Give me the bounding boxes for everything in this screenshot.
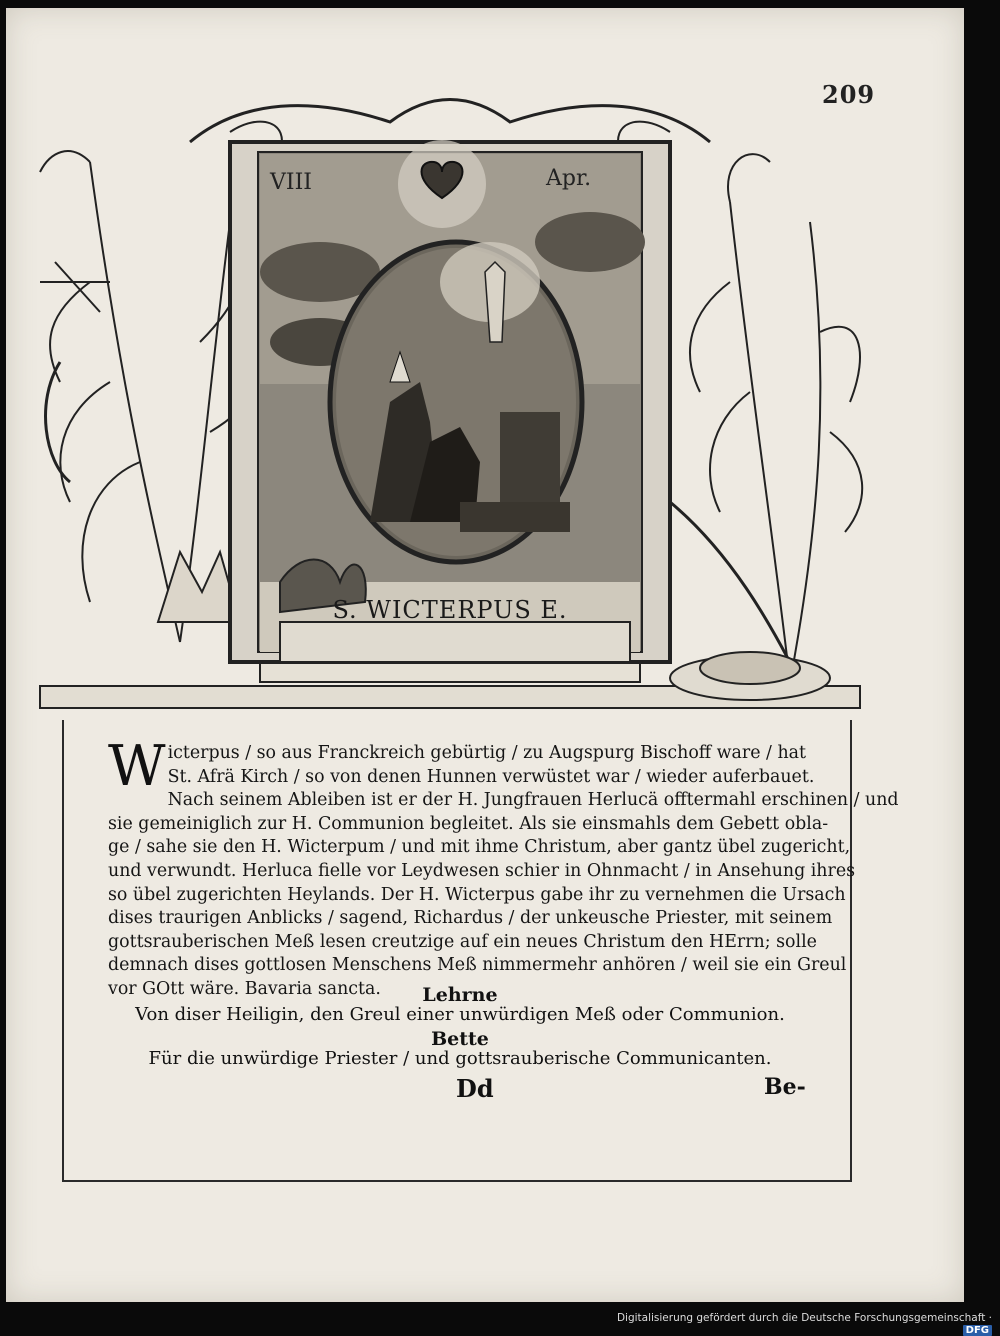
lehrne-heading: Lehrne [422,984,498,1006]
text-line: dises traurigen Anblicks / sagend, Richardus / der unkeusche Priester, mit seinem [108,908,833,929]
page-number: 209 [822,80,876,109]
text-line: gottsrauberischen Meß lesen creutzige auf ein neues Christum den HErrn; solle [108,931,817,952]
legend-text [108,734,899,1002]
top-scroll [190,100,710,143]
digitization-footer [600,1312,992,1336]
saint-name-banner: S. WICTERPUS E. [332,596,568,624]
dfg-logo: DFG [963,1325,992,1336]
engraving-illustration [30,82,870,722]
dropcap-letter: W [108,734,166,799]
date-day: VIII [270,170,312,195]
bette-heading: Bette [431,1028,489,1050]
saint-name-banner-bg [280,622,630,662]
right-foliage [670,154,862,682]
footer-text: Digitalisierung gefördert durch die Deutsche Forschungsgemeinschaft · [616,1312,992,1324]
mitre [158,552,240,622]
text-line: St. Afrä Kirch / so von denen Hunnen verwüstet war / wieder auferbauet. [167,766,815,787]
flaming-heart [398,140,486,228]
bette-text: Für die unwürdige Priester / und gottsrauberische Communicanten. [148,1048,772,1069]
text-line: icterpus / so aus Franckreich gebürtig / zu Augspurg Bischoff ware / hat [167,743,807,763]
text-line: sie gemeiniglich zur H. Communion begleitet. Als sie einsmahls dem Gebett obla- [108,813,829,834]
text-line: und verwundt. Herluca fielle vor Leydwesen schier in Ohnmacht / in Ansehung ihres [108,860,856,881]
date-month: Apr. [546,166,592,191]
text-line: so übel zugerichten Heylands. Der H. Wicterpus gabe ihr zu vernehmen die Ursach [108,884,846,905]
catchword: Be- [764,1074,806,1100]
text-line: ge / sahe sie den H. Wicterpum / und mit ihme Christum, aber gantz übel zugericht, [108,837,851,858]
lehrne-text: Von diser Heiligin, den Greul einer unwürdigen Meß oder Communion. [135,1004,785,1025]
text-line: vor GOtt wäre. Bavaria sancta. [108,978,381,999]
text-line: Nach seinem Ableiben ist er der H. Jungfrauen Herlucä offtermahl erschinen / und [167,790,899,811]
text-line: demnach dises gottlosen Menschens Meß nimmermehr anhören / weil sie ein Greul [108,955,847,976]
signature-mark: Dd [456,1074,494,1103]
